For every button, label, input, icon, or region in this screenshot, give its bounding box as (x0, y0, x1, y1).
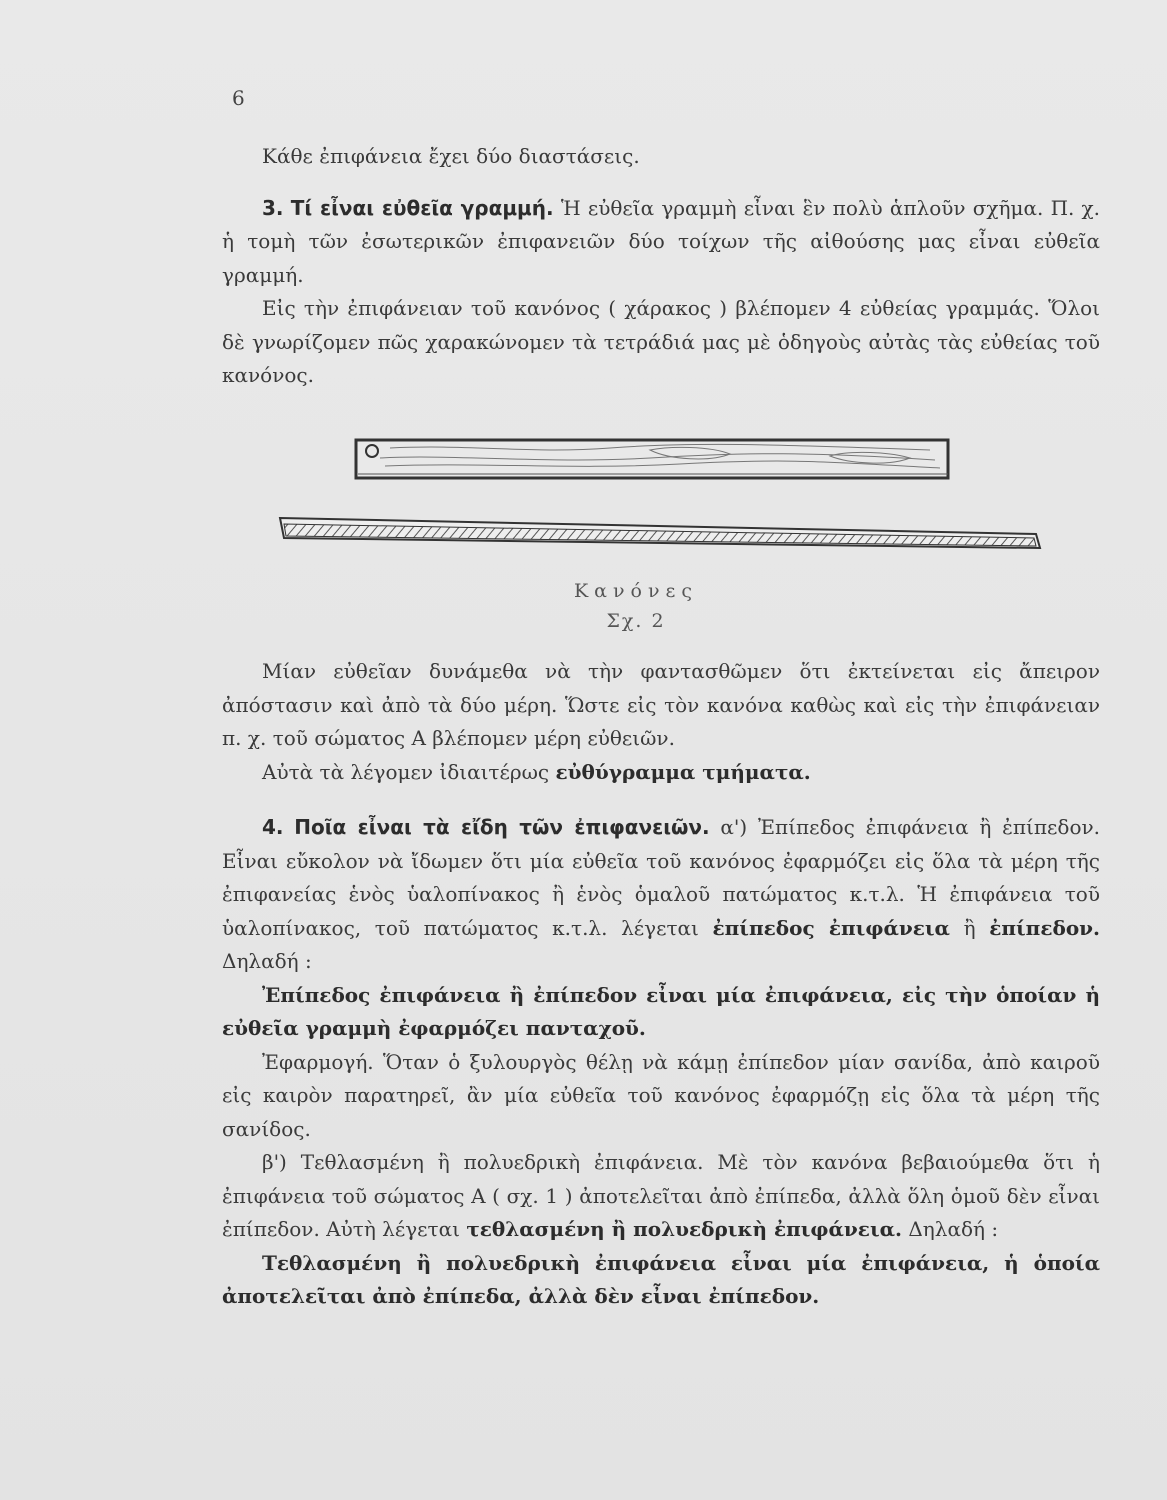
polyhedral-text: β') Τεθλασμένη ἢ πολυεδρικὴ ἐπιφάνεια. Μὲ τὸν κανόνα βεβαιούμεθα ὅτι ἡ ἐπιφάνεια τοῦ σώματος Α ( σχ. 1 ) ἀποτελεῖται ἀπὸ ἐπίπεδα, ἀλλὰ ὅλη ὁμοῦ δὲν εἶναι ἐπίπεδον. Αὐτὴ λέγεται (222, 1150, 1100, 1241)
paragraph-ruler: Εἰς τὴν ἐπιφάνειαν τοῦ κανόνος ( χάρακος ) βλέπομεν 4 εὐθείας γραμμάς. Ὅλοι δὲ γνωρίζομεν πῶς χαρακώνομεν τὰ τετράδιά μας μὲ ὁδηγοὺς αὐτὰς τὰς εὐθείας τοῦ κανόνος. (222, 296, 1100, 387)
segments-term: εὐθύγραμμα τμήματα. (555, 759, 811, 784)
term-polyhedral: τεθλασμένη ἢ πολυεδρικὴ ἐπιφάνεια. (466, 1217, 902, 1241)
paragraph-polyhedral (222, 1146, 1100, 1247)
section-4-number: 4. (262, 815, 284, 839)
section-4-that-is: Δηλαδή : (222, 949, 312, 973)
section-4-text: α') Ἐπίπεδος ἐπιφάνεια ἢ ἐπίπεδον. Εἶναι εὔκολον νὰ ἴδωμεν ὅτι μία εὐθεῖα τοῦ κανόνος ἐφαρμόζει εἰς ὅλα τὰ μέρη τῆς ἐπιφανείας ἑνὸς ὑαλοπίνακος ἢ ἑνὸς ὁμαλοῦ πατώματος κ.τ.λ. Ἡ ἐπιφάνεια τοῦ ὑαλοπίνακος, τοῦ πατώματος κ.τ.λ. λέγεται (222, 815, 1100, 940)
term-plane-surface: ἐπίπεδος ἐπιφάνεια (712, 915, 950, 940)
section-3-heading: Τί εἶναι εὐθεῖα γραμμή. (290, 195, 554, 220)
figure-label: Σχ. 2 (606, 610, 666, 632)
term-plane: ἐπίπεδον. (989, 915, 1100, 940)
segments-text: Αὐτὰ τὰ λέγομεν ἰδιαιτέρως (262, 759, 550, 784)
section-3-text: Ἡ εὐθεῖα γραμμὴ εἶναι ἓν πολὺ ἁπλοῦν σχῆμα. Π. χ. ἡ τομὴ τῶν ἐσωτερικῶν ἐπιφανειῶν δύο τοίχων τῆς αἰθούσης μας εἶναι εὐθεῖα γραμμή. (222, 195, 1101, 287)
polyhedral-that-is: Δηλαδή : (908, 1217, 999, 1241)
section-4-heading: Ποῖα εἶναι τὰ εἴδη τῶν ἐπιφανειῶν. (294, 815, 710, 839)
section-3-number: 3. (262, 195, 284, 220)
definition-polyhedral: Τεθλασμένη ἢ πολυεδρικὴ ἐπιφάνεια εἶναι μία ἐπιφάνεια, ἡ ὁποία ἀποτελεῖται ἀπὸ ἐπίπεδα, ἀλλὰ δὲν εἶναι ἐπίπεδον. (222, 1250, 1100, 1308)
paragraph-segments (222, 756, 1100, 790)
ruler-bottom-figure (270, 512, 1050, 556)
definition-plane: Ἐπίπεδος ἐπιφάνεια ἢ ἐπίπεδον εἶναι μία ἐπιφάνεια, εἰς τὴν ὁποίαν ἡ εὐθεῖα γραμμὴ ἐφαρμόζει πανταχοῦ. (222, 982, 1100, 1040)
figure-caption: Κανόνες (573, 580, 699, 602)
paragraph-application: Ἐφαρμογή. Ὅταν ὁ ξυλουργὸς θέλῃ νὰ κάμῃ ἐπίπεδον μίαν σανίδα, ἀπὸ καιροῦ εἰς καιρὸν παρατηρεῖ, ἂν μία εὐθεῖα τοῦ κανόνος ἐφαρμόζῃ εἰς ὅλα τὰ μέρη τῆς σανίδος. (222, 1049, 1100, 1141)
term-or: ἢ (963, 915, 976, 940)
text-block-1 (222, 140, 1100, 393)
section-3 (222, 192, 1100, 293)
page-number: 6 (232, 86, 245, 110)
paragraph-dimensions: Κάθε ἐπιφάνεια ἔχει δύο διαστάσεις. (262, 144, 640, 168)
paragraph-infinite-line: Μίαν εὐθεῖαν δυνάμεθα νὰ τὴν φαντασθῶμεν ὅτι ἐκτείνεται εἰς ἄπειρον ἀπόστασιν καὶ ἀπὸ τὰ δύο μέρη. Ὥστε εἰς τὸν κανόνα καθὼς καὶ εἰς τὴν ἐπιφάνειαν π. χ. τοῦ σώματος Α βλέπομεν μέρη εὐθειῶν. (222, 659, 1100, 750)
section-4 (222, 811, 1100, 979)
text-block-2 (222, 655, 1100, 1314)
ruler-top-figure (350, 436, 960, 486)
